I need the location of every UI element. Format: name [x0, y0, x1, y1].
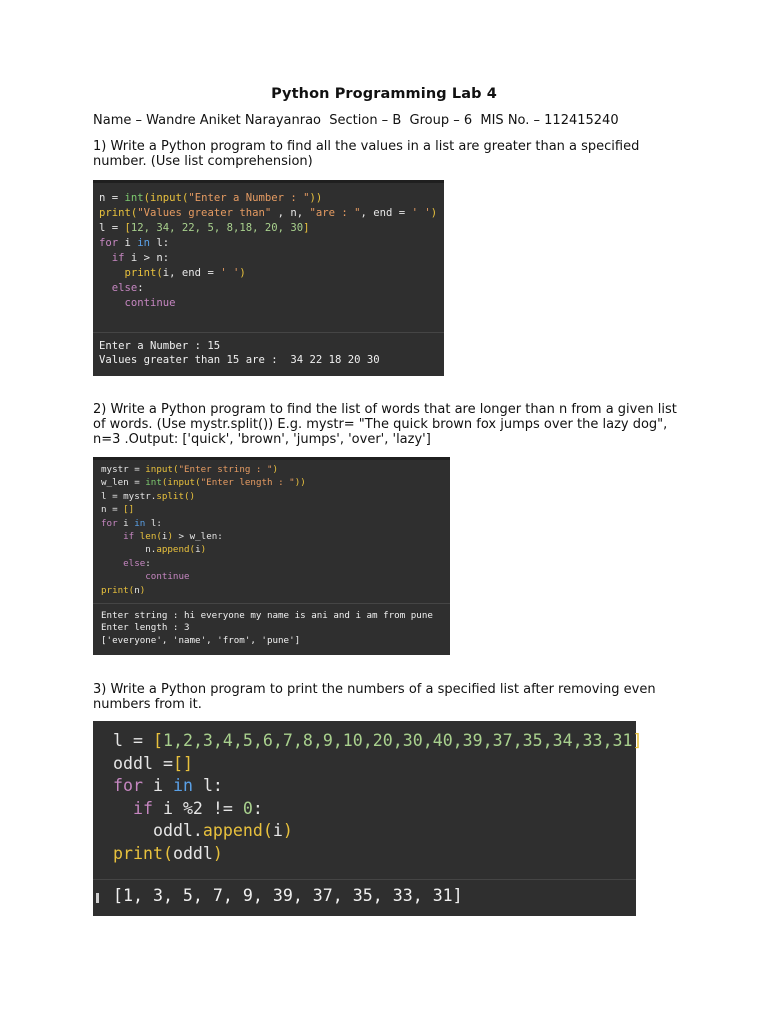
question-1: 1) Write a Python program to find all the values in a list are greater than a specified number. (Use list comprehension) [93, 139, 640, 169]
output-line: Enter string : hi everyone my name is ani and i am from pune [101, 610, 433, 621]
student-info: Name – Wandre Aniket Narayanrao Section – B Group – 6 MIS No. – 112415240 [93, 113, 619, 128]
code-line: print(n) [101, 584, 146, 596]
output-line: Enter a Number : 15 [99, 340, 221, 352]
code-line: n.append(i) [101, 544, 207, 556]
output-caret-icon [96, 893, 99, 903]
code-line: if i %2 != 0: [132, 798, 263, 818]
code-line: oddl.append(i) [113, 821, 293, 840]
code-line: mystr = input("Enter string : ") [101, 464, 279, 475]
question-2: 2) Write a Python program to find the list of words that are longer than n from a given list of words. (Use mystr.split()) E.g. mystr= "The quick brown fox jumps over the lazy dog", n=3 .Output: ['quick', 'brown', 'jumps', 'over', 'lazy'] [93, 402, 677, 447]
code-line: l = [1,2,3,4,5,6,7,8,9,10,20,30,40,39,37,35,34,33,31] [113, 731, 643, 750]
code-line: for i in l: [99, 237, 170, 249]
code-block-2 [101, 463, 306, 597]
code-line: n = [] [101, 504, 135, 516]
code-screenshot-1 [93, 180, 444, 376]
code-line: for i in l: [101, 517, 162, 529]
code-screenshot-2 [93, 457, 450, 655]
code-line: n = int(input("Enter a Number : ")) [99, 192, 323, 204]
question-3: 3) Write a Python program to print the numbers of a specified list after removing even numbers from it. [93, 682, 656, 712]
output-block-1 [99, 340, 380, 367]
output-line: Values greater than 15 are : 34 22 18 20 30 [99, 353, 380, 366]
code-line: continue [124, 297, 176, 309]
code-line: l = [12, 34, 22, 5, 8,18, 20, 30] [99, 222, 310, 234]
output-divider [93, 332, 444, 333]
code-line: print(oddl) [113, 843, 223, 863]
code-line: oddl =[] [113, 753, 193, 773]
output-divider [93, 603, 450, 604]
output-line: Enter length : 3 [101, 622, 190, 634]
code-line: else: [123, 557, 151, 569]
code-block-1 [99, 191, 437, 311]
code-line: if len(i) > w_len: [123, 531, 223, 543]
output-line: [1, 3, 5, 7, 9, 39, 37, 35, 33, 31] [113, 886, 463, 905]
code-line: continue [145, 571, 190, 583]
code-line: print("Values greater than" , n, "are : ", end = ' ') [99, 207, 438, 219]
panel-top-border [93, 180, 444, 183]
page-title: Python Programming Lab 4 [271, 86, 497, 102]
code-line: for i in l: [113, 776, 223, 795]
output-block-2 [101, 610, 433, 647]
code-line: else: [111, 282, 144, 294]
code-screenshot-3 [93, 721, 643, 916]
code-line: w_len = int(input("Enter length : ")) [101, 477, 306, 489]
code-line: if i > n: [111, 252, 170, 264]
output-block-3 [113, 885, 463, 907]
output-divider [93, 879, 636, 880]
panel-top-border [93, 457, 450, 460]
code-line: l = mystr.split() [101, 490, 196, 502]
code-line: print(i, end = ' ') [124, 267, 246, 279]
code-block-3 [113, 730, 643, 865]
output-line: ['everyone', 'name', 'from', 'pune'] [101, 634, 301, 646]
